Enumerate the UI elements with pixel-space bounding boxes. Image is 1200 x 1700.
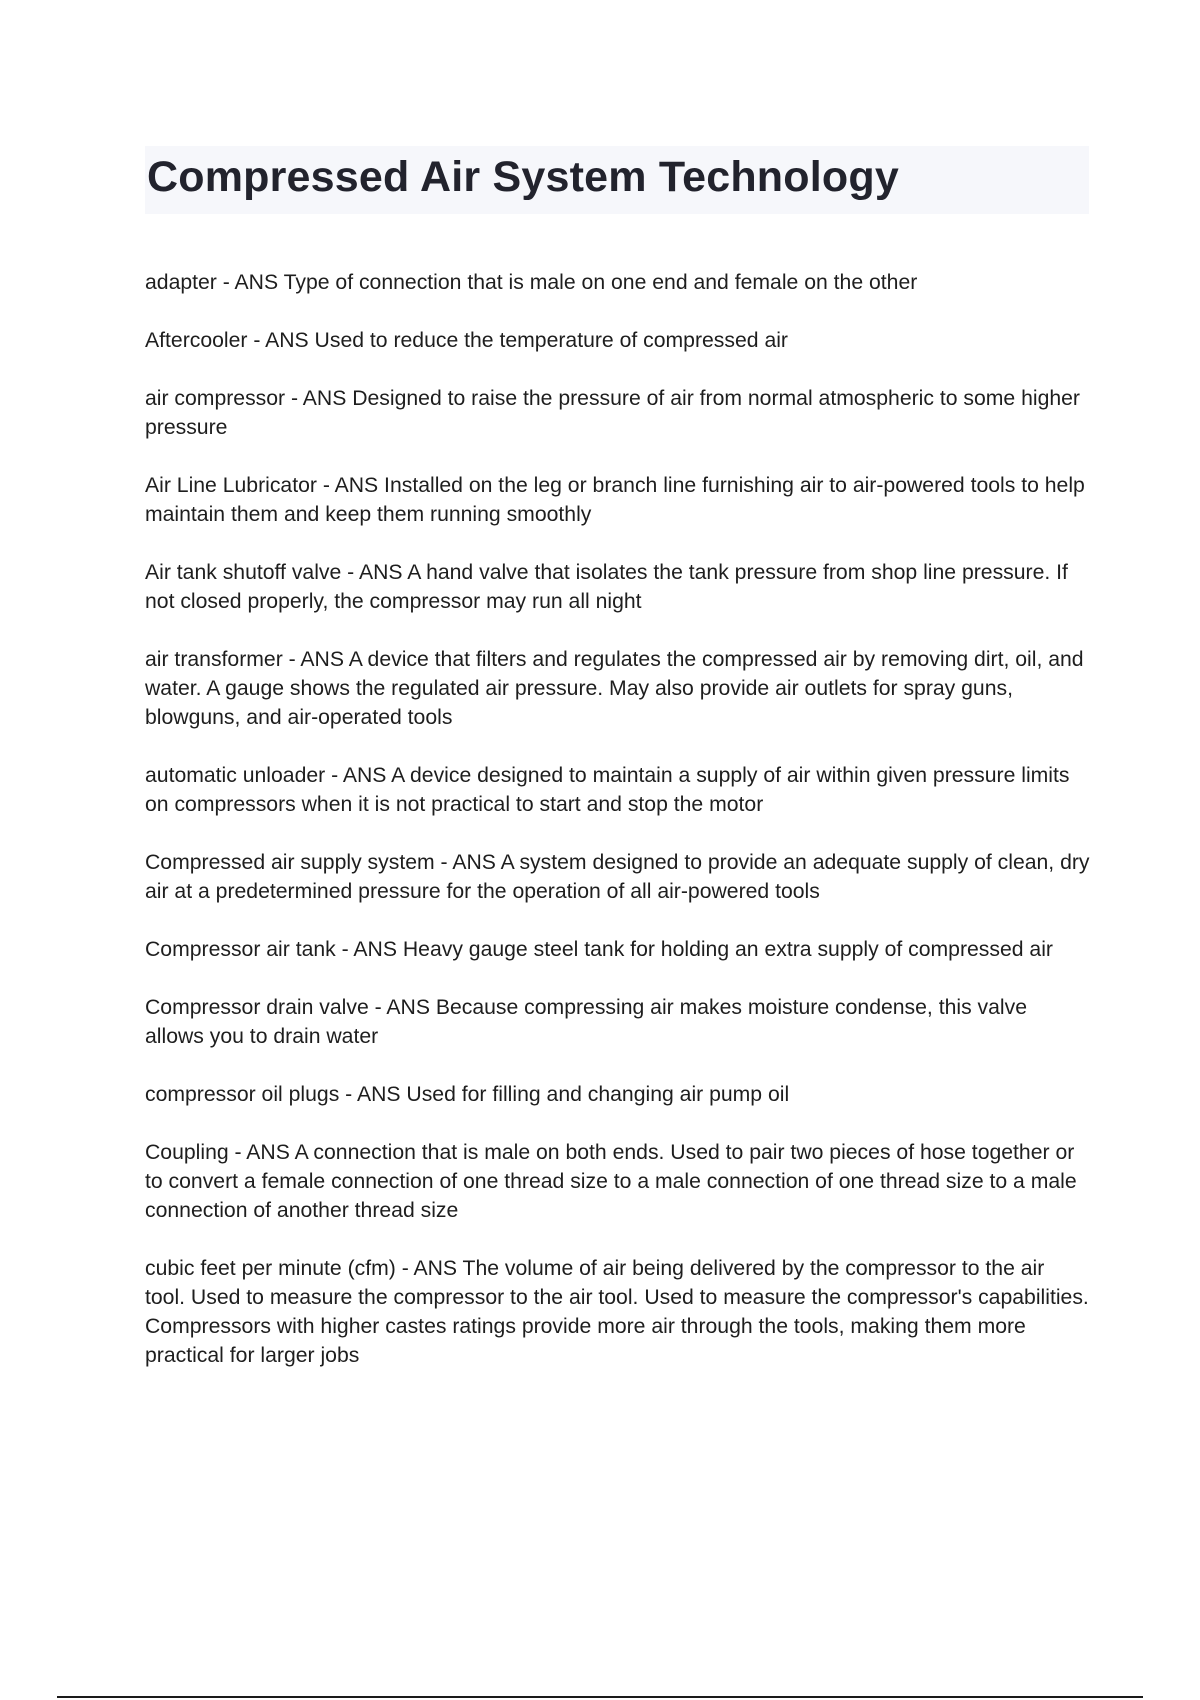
glossary-entry-coupling: Coupling - ANS A connection that is male on both ends. Used to pair two pieces of hose together or to convert a female connection of one thread size to a male connection of one thread size to a male connection of another thread size	[145, 1141, 1077, 1222]
glossary-entry-compressed-air-supply-system: Compressed air supply system - ANS A system designed to provide an adequate supply of clean, dry air at a predetermined pressure for the operation of all air-powered tools	[145, 851, 1090, 903]
page-title: Compressed Air System Technology	[147, 153, 899, 201]
glossary-entry-aftercooler: Aftercooler - ANS Used to reduce the temperature of compressed air	[145, 329, 788, 352]
glossary-entry-compressor-air-tank: Compressor air tank - ANS Heavy gauge steel tank for holding an extra supply of compressed air	[145, 938, 1053, 961]
footer-divider	[57, 1696, 1143, 1698]
title-banner	[145, 146, 1089, 214]
glossary-entry-air-transformer: air transformer - ANS A device that filters and regulates the compressed air by removing dirt, oil, and water. A gauge shows the regulated air pressure. May also provide air outlets for spray guns, blowguns, and air-operated tools	[145, 648, 1084, 729]
glossary-list	[145, 268, 1090, 1399]
glossary-entry-compressor-oil-plugs: compressor oil plugs - ANS Used for filling and changing air pump oil	[145, 1083, 790, 1106]
glossary-entry-air-tank-shutoff-valve: Air tank shutoff valve - ANS A hand valve that isolates the tank pressure from shop line pressure. If not closed properly, the compressor may run all night	[145, 561, 1068, 613]
glossary-entry-compressor-drain-valve: Compressor drain valve - ANS Because compressing air makes moisture condense, this valve allows you to drain water	[145, 996, 1028, 1048]
glossary-entry-adapter: adapter - ANS Type of connection that is male on one end and female on the other	[145, 271, 918, 294]
glossary-entry-automatic-unloader: automatic unloader - ANS A device designed to maintain a supply of air within given pressure limits on compressors when it is not practical to start and stop the motor	[145, 764, 1070, 816]
glossary-entry-air-line-lubricator: Air Line Lubricator - ANS Installed on the leg or branch line furnishing air to air-powered tools to help maintain them and keep them running smoothly	[145, 474, 1085, 526]
glossary-entry-cubic-feet-per-minute: cubic feet per minute (cfm) - ANS The volume of air being delivered by the compressor to the air tool. Used to measure the compressor to the air tool. Used to measure the compressor's capabilities. Compressors with higher castes ratings provide more air through the tools, making them more practical for larger jobs	[145, 1257, 1089, 1367]
glossary-entry-air-compressor: air compressor - ANS Designed to raise the pressure of air from normal atmospheric to some higher pressure	[145, 387, 1080, 439]
